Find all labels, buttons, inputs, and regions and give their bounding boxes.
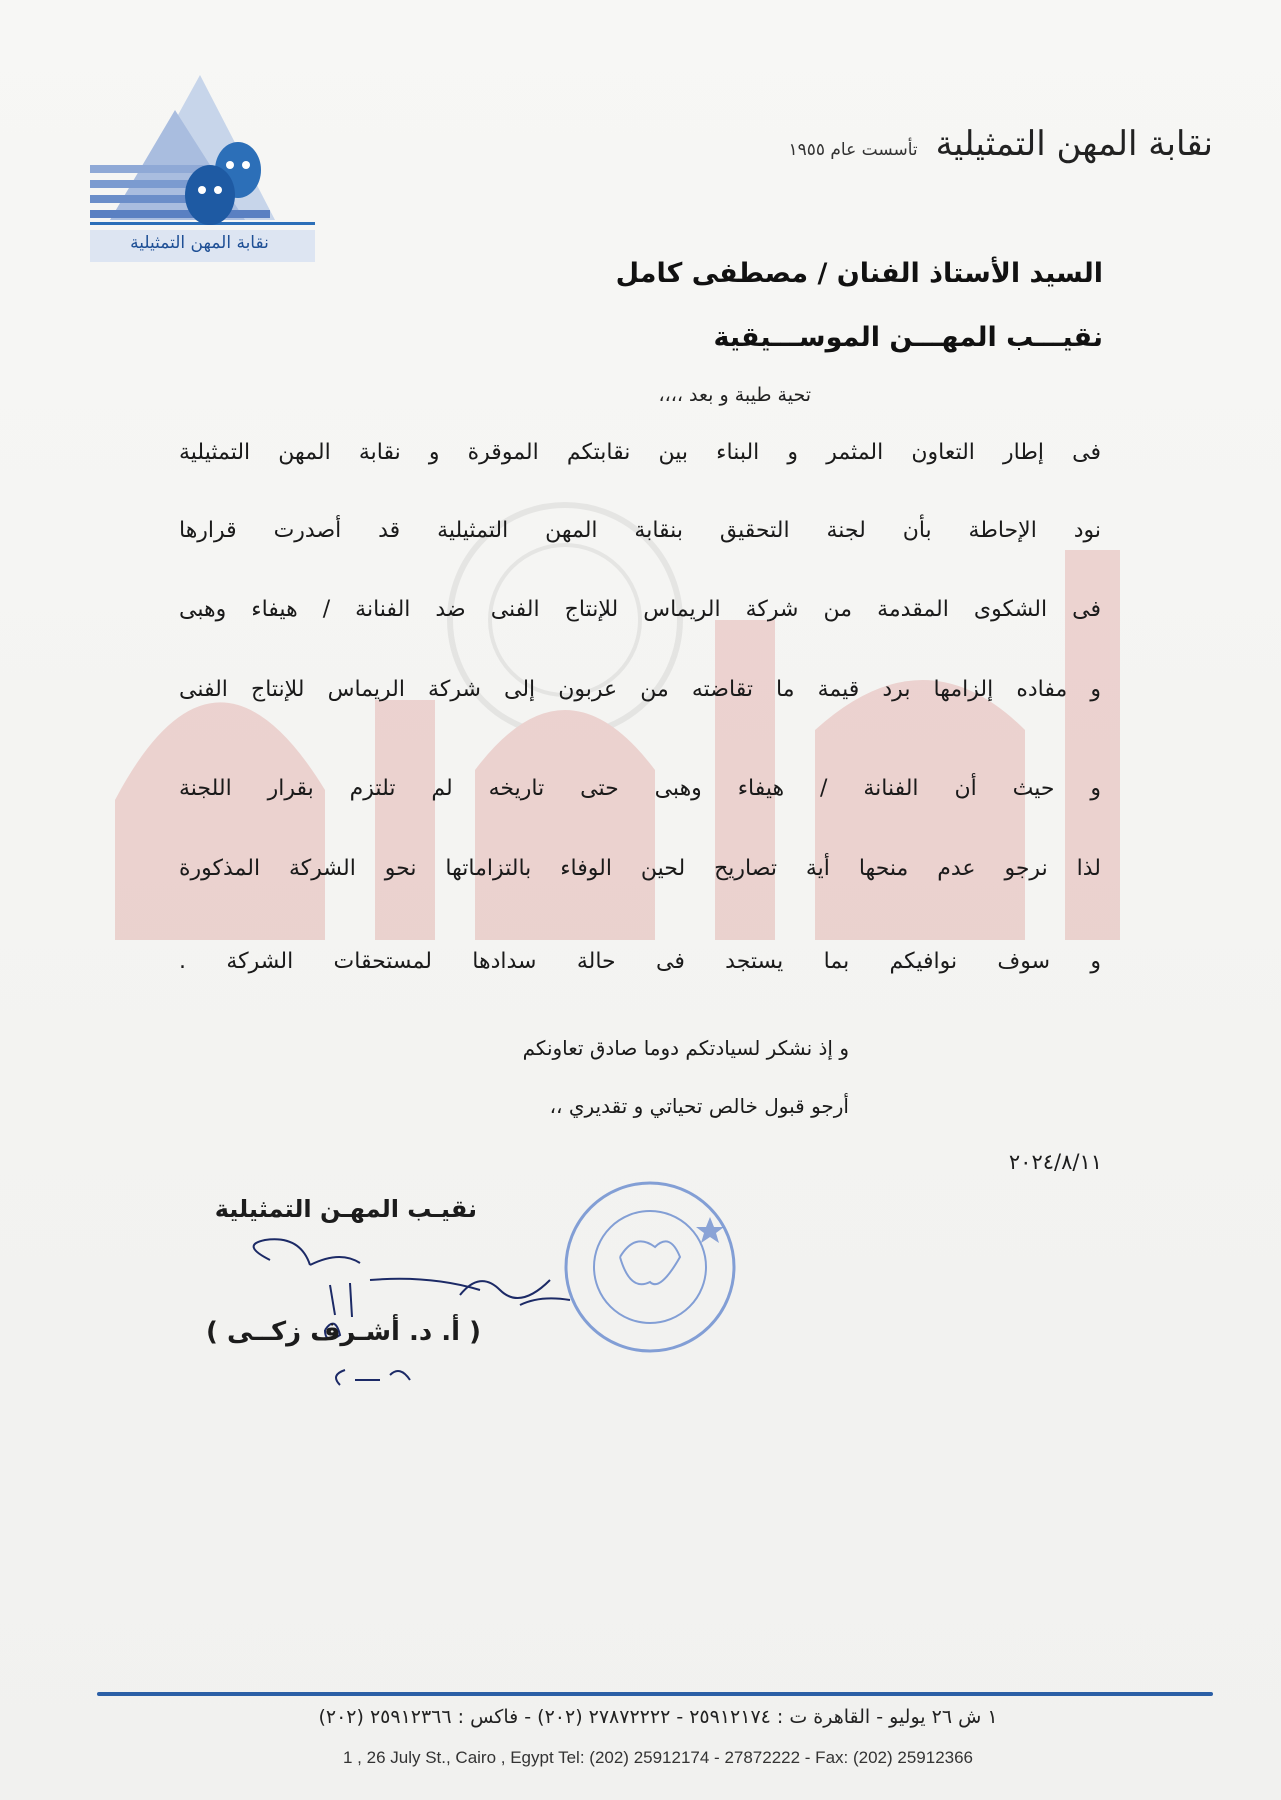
footer-divider	[97, 1692, 1213, 1696]
letterhead	[788, 124, 1213, 164]
logo-caption: نقابة المهن التمثيلية	[130, 233, 269, 253]
closing-thanks: و إذ نشكر لسيادتكم دوما صادق تعاونكم	[522, 1036, 849, 1060]
greeting: تحية طيبة و بعد ،،،،	[658, 384, 811, 406]
footer-address-arabic: ١ ش ٢٦ يوليو - القاهرة ت : ٢٥٩١٢١٧٤ - ٢٧٨٧٢٢٢٢ (٢٠٢) - فاكس : ٢٥٩١٢٣٦٦ (٢٠٢)	[318, 1706, 998, 1728]
closing-regards: أرجو قبول خالص تحياتي و تقديري ،،	[549, 1094, 849, 1118]
official-stamp	[560, 1177, 740, 1357]
body-line: نود الإحاطة بأن لجنة التحقيق بنقابة المهن التمثيلية قد أصدرت قرارها	[179, 518, 1101, 543]
body-line: فى الشكوى المقدمة من شركة الريماس للإنتاج الفنى ضد الفنانة / هيفاء وهبى	[179, 597, 1101, 622]
newspaper-watermark	[95, 470, 1175, 990]
signatory-title: نقيـب المهـن التمثيلية	[214, 1195, 477, 1223]
footer-address-english: 1 , 26 July St., Cairo , Egypt Tel: (202) 25912174 - 27872222 - Fax: (202) 25912366	[342, 1748, 974, 1767]
body-line: و مفاده إلزامها برد قيمة ما تقاضته من عربون إلى شركة الريماس للإنتاج الفنى	[179, 677, 1101, 702]
body-line: فى إطار التعاون المثمر و البناء بين نقابتكم الموقرة و نقابة المهن التمثيلية	[179, 440, 1101, 465]
signatory-name: ( أ. د. أشـرف زكــى )	[206, 1317, 481, 1347]
body-line: لذا نرجو عدم منحها أية تصاريح لحين الوفاء بالتزاماتها نحو الشركة المذكورة	[179, 856, 1101, 881]
organization-name: نقابة المهن التمثيلية	[935, 124, 1213, 164]
body-line: و سوف نوافيكم بما يستجد فى حالة سدادها لمستحقات الشركة .	[179, 949, 1101, 974]
founded-year: تأسست عام ١٩٥٥	[788, 140, 918, 160]
addressee-title: نقيـــب المهـــن الموســـيقية	[713, 322, 1103, 353]
body-line: و حيث أن الفنانة / هيفاء وهبى حتى تاريخه لم تلتزم بقرار اللجنة	[179, 776, 1101, 801]
letter-date: ٢٠٢٤/٨/١١	[1008, 1150, 1102, 1174]
addressee-name: السيد الأستاذ الفنان / مصطفى كامل	[615, 258, 1103, 289]
